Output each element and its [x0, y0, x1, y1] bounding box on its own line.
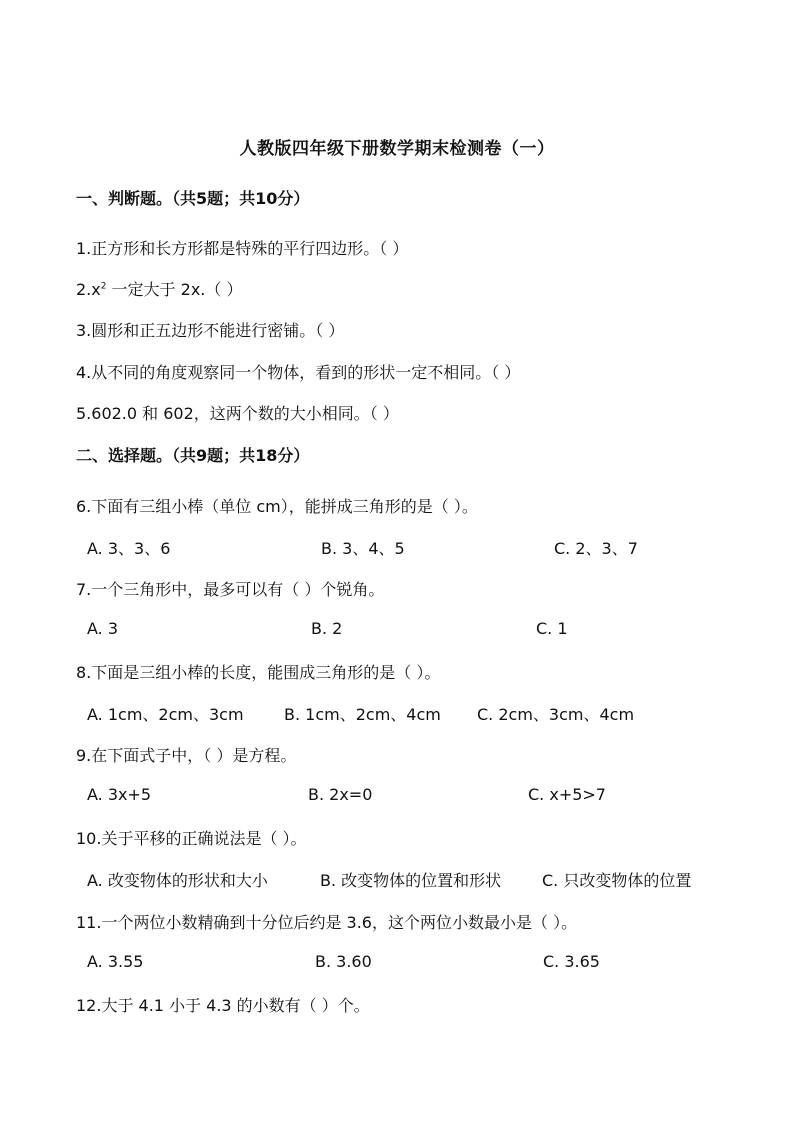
- question-4: 4.从不同的角度观察同一个物体，看到的形状一定不相同。（ ）: [76, 363, 521, 382]
- question-7: 7.一个三角形中，最多可以有（ ）个锐角。: [76, 580, 385, 599]
- question-9-option-a: A. 3x+5: [87, 785, 152, 804]
- question-7-option-c: C. 1: [536, 619, 568, 638]
- question-10: 10.关于平移的正确说法是（ ）。: [76, 829, 307, 848]
- section-heading-choice: 二、选择题。（共9题；共18分）: [76, 446, 310, 465]
- question-11-option-b: B. 3.60: [315, 952, 372, 971]
- question-3: 3.圆形和正五边形不能进行密铺。（ ）: [76, 321, 345, 340]
- question-2-post: 一定大于 2x.（ ）: [106, 280, 243, 299]
- question-7-option-a: A. 3: [87, 619, 119, 638]
- question-10-option-c: C. 只改变物体的位置: [542, 871, 692, 890]
- question-6: 6.下面有三组小棒（单位 cm），能拼成三角形的是（ ）。: [76, 497, 478, 516]
- question-12: 12.大于 4.1 小于 4.3 的小数有（ ）个。: [76, 996, 370, 1015]
- question-2-pre: 2.x: [76, 280, 101, 299]
- question-7-option-b: B. 2: [311, 619, 343, 638]
- exam-title: 人教版四年级下册数学期末检测卷（一）: [239, 139, 555, 159]
- question-8: 8.下面是三组小棒的长度，能围成三角形的是（ ）。: [76, 663, 441, 682]
- question-6-option-c: C. 2、3、7: [554, 539, 638, 558]
- question-6-option-b: B. 3、4、5: [321, 539, 405, 558]
- question-11: 11.一个两位小数精确到十分位后约是 3.6，这个两位小数最小是（ ）。: [76, 913, 578, 932]
- question-10-option-a: A. 改变物体的形状和大小: [87, 871, 268, 890]
- question-6-option-a: A. 3、3、6: [87, 539, 171, 558]
- question-1: 1.正方形和长方形都是特殊的平行四边形。（ ）: [76, 239, 409, 258]
- question-10-option-b: B. 改变物体的位置和形状: [320, 871, 502, 890]
- question-5: 5.602.0 和 602，这两个数的大小相同。（ ）: [76, 404, 399, 423]
- question-2: [76, 277, 242, 300]
- question-9-option-b: B. 2x=0: [308, 785, 373, 804]
- question-11-option-a: A. 3.55: [87, 952, 144, 971]
- question-2-exponent: 2: [100, 281, 107, 292]
- question-9: 9.在下面式子中，（ ）是方程。: [76, 746, 297, 765]
- question-11-option-c: C. 3.65: [543, 952, 600, 971]
- question-8-option-c: C. 2cm、3cm、4cm: [477, 705, 635, 724]
- question-9-option-c: C. x+5>7: [528, 785, 606, 804]
- question-8-option-b: B. 1cm、2cm、4cm: [284, 705, 441, 724]
- question-8-option-a: A. 1cm、2cm、3cm: [87, 705, 244, 724]
- section-heading-judgement: 一、判断题。（共5题；共10分）: [76, 189, 310, 208]
